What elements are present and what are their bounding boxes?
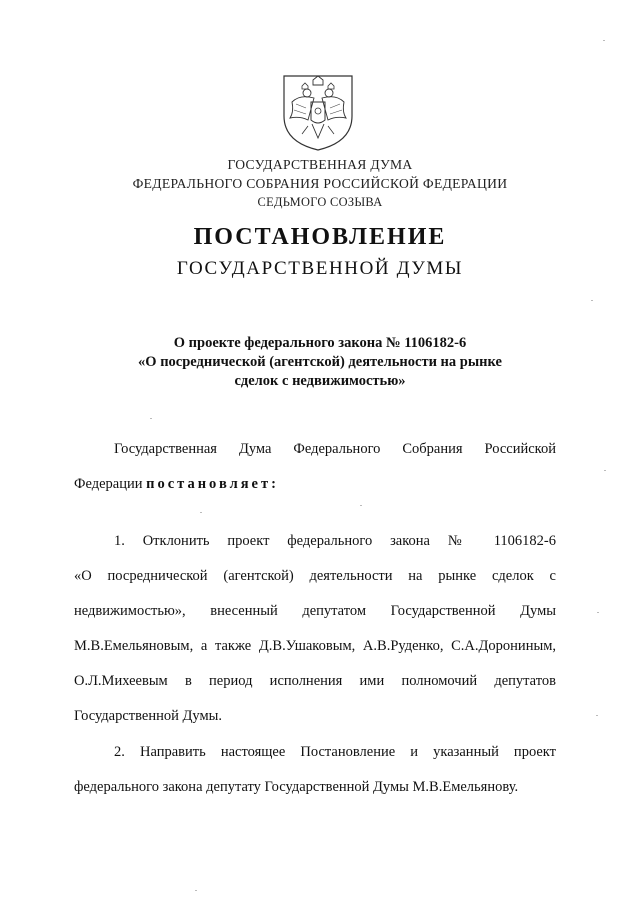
item1-line-3: недвижимостью», внесенный депутатом Государственной Думы (74, 603, 556, 619)
intro-paragraph (74, 432, 556, 502)
scan-speck (597, 612, 599, 613)
subject-line-1: О проекте федерального закона № 1106182-6 (173, 335, 467, 351)
item1-line-2: «О посреднической (агентской) деятельности на рынке сделок с (74, 568, 556, 584)
document-subtitle: ГОСУДАРСТВЕННОЙ ДУМЫ (176, 258, 464, 279)
item1-line-5: О.Л.Михеевым в период исполнения ими полномочий депутатов (74, 673, 556, 689)
scan-speck (604, 470, 606, 471)
item2-line-1: 2. Направить настоящее Постановление и указанный проект (114, 744, 556, 760)
subject-line-2: «О посреднической (агентской) деятельности на рынке (138, 354, 502, 370)
item-1-paragraph (74, 524, 556, 734)
item1-line-6: Государственной Думы. (74, 708, 222, 724)
scan-speck (596, 715, 598, 716)
scan-speck (195, 890, 197, 891)
org-line-1: ГОСУДАРСТВЕННАЯ ДУМА (227, 157, 413, 172)
document-title: ПОСТАНОВЛЕНИЕ (193, 224, 447, 250)
scan-speck (150, 418, 152, 419)
item-2-paragraph (74, 735, 556, 805)
document-subject (60, 334, 580, 391)
scan-speck (603, 40, 605, 41)
intro-line-1: Государственная Дума Федерального Собрания Российской (114, 441, 556, 457)
coat-of-arms-emblem (280, 72, 356, 152)
scan-speck (360, 505, 362, 506)
scan-speck (591, 300, 593, 301)
org-line-3: СЕДЬМОГО СОЗЫВА (257, 195, 383, 209)
intro-prefix: Федерации (74, 476, 143, 492)
item2-line-2: федерального закона депутату Государственной Думы М.В.Емельянову. (74, 779, 519, 795)
item1-line-1: 1. Отклонить проект федерального закона № 1106182-6 (114, 533, 556, 549)
resolves-word: постановляет: (146, 476, 279, 492)
item1-line-4: М.В.Емельяновым, а также Д.В.Ушаковым, А.В.Руденко, С.А.Дорониным, (74, 638, 556, 654)
scan-speck (200, 512, 202, 513)
subject-line-3: сделок с недвижимостью» (234, 373, 406, 389)
org-line-2: ФЕДЕРАЛЬНОГО СОБРАНИЯ РОССИЙСКОЙ ФЕДЕРАЦИИ (132, 176, 508, 191)
intro-line-2 (74, 467, 556, 502)
